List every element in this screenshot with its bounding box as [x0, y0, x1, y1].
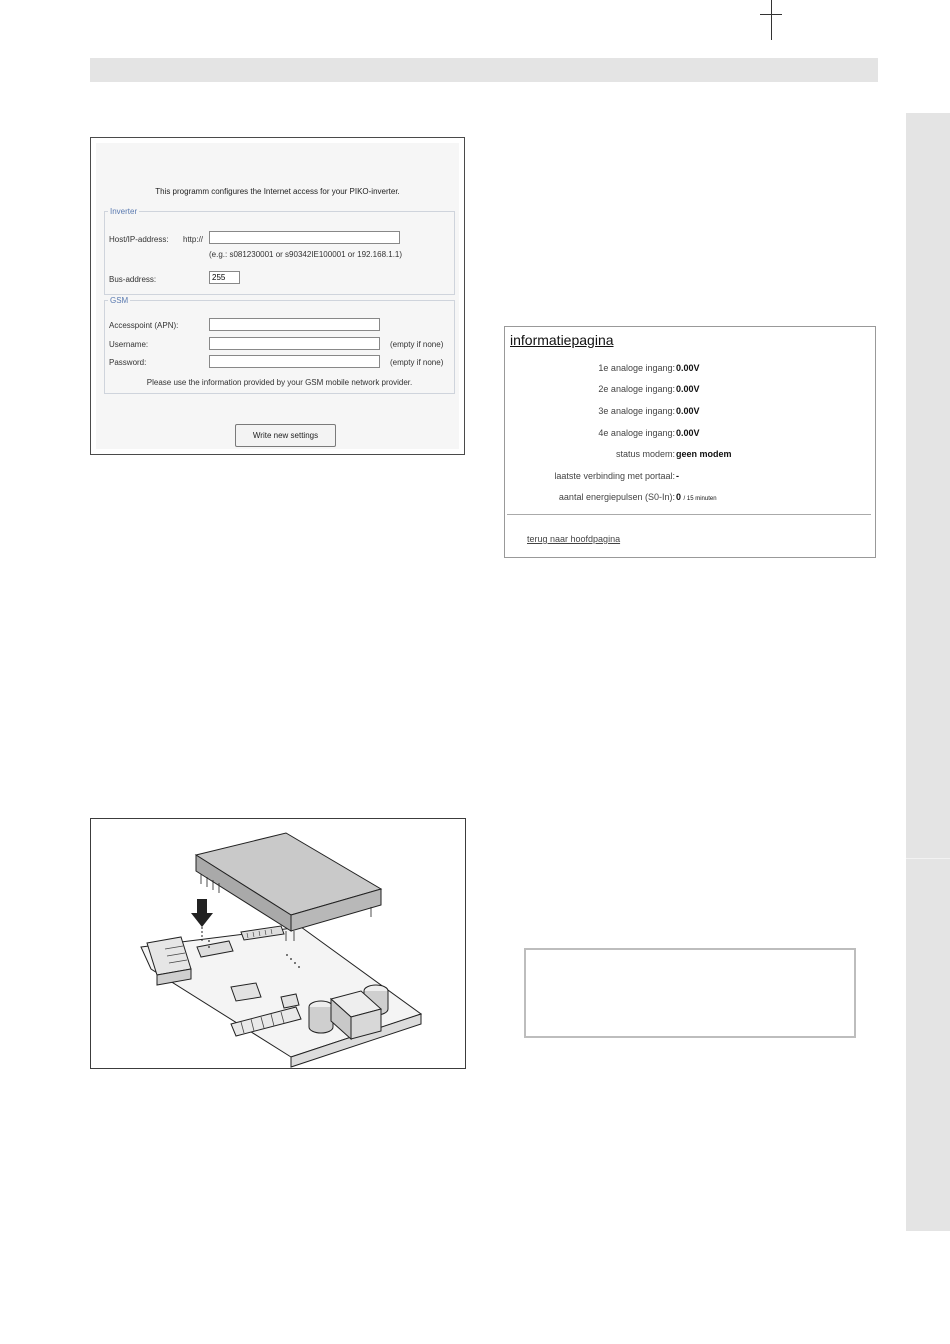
- page-header-bar: [90, 58, 878, 82]
- info-page-screenshot: [504, 326, 876, 558]
- note-box: [524, 948, 856, 1038]
- username-input[interactable]: [209, 337, 380, 350]
- info-row-value: -: [676, 471, 679, 481]
- info-row-label: laatste verbinding met portaal:: [554, 471, 675, 481]
- info-row-value: 0.00V: [676, 406, 700, 416]
- info-row-label: 3e analoge ingang:: [598, 406, 675, 416]
- config-window: [96, 143, 459, 449]
- host-label: Host/IP-address:: [109, 235, 169, 244]
- info-row-value: [676, 492, 717, 502]
- info-row: [505, 384, 877, 398]
- apn-input[interactable]: [209, 318, 380, 331]
- apn-label: Accesspoint (APN):: [109, 321, 179, 330]
- bus-address-label: Bus-address:: [109, 275, 157, 284]
- info-row: [505, 406, 877, 420]
- pulse-unit: / 15 minuten: [683, 496, 717, 502]
- username-hint: (empty if none): [390, 340, 444, 349]
- host-hint: (e.g.: s081230001 or s90342IE100001 or 192.168.1.1): [209, 250, 403, 259]
- info-row-label: 4e analoge ingang:: [598, 428, 675, 438]
- side-tab-divider: [906, 858, 950, 859]
- back-to-main-link[interactable]: terug naar hoofdpagina: [527, 534, 621, 544]
- info-row: [505, 471, 877, 485]
- info-row: [505, 428, 877, 442]
- host-prefix: http://: [183, 235, 204, 244]
- provider-note: Please use the information provided by your GSM mobile network provider.: [146, 378, 413, 387]
- modem-install-drawing: [91, 819, 465, 1068]
- password-label: Password:: [109, 358, 147, 367]
- info-row: [505, 363, 877, 377]
- write-settings-button[interactable]: Write new settings: [235, 424, 336, 447]
- gsm-group: [104, 296, 455, 394]
- crop-mark-vertical: [771, 0, 772, 40]
- chapter-side-tab: [906, 113, 950, 1231]
- info-row-value: 0.00V: [676, 363, 700, 373]
- info-divider: [507, 514, 871, 515]
- info-row: [505, 492, 877, 506]
- info-row-value: geen modem: [676, 449, 732, 459]
- config-program-screenshot: [90, 137, 465, 455]
- info-page-title: informatiepagina: [510, 332, 614, 348]
- info-row-label: 1e analoge ingang:: [598, 363, 675, 373]
- inverter-legend: Inverter: [110, 207, 138, 216]
- info-row-value: 0.00V: [676, 384, 700, 394]
- crop-mark-horizontal: [760, 14, 782, 15]
- password-hint: (empty if none): [390, 358, 444, 367]
- gsm-legend: GSM: [110, 296, 129, 305]
- info-row-value: 0.00V: [676, 428, 700, 438]
- pulse-count: 0: [676, 492, 682, 502]
- username-label: Username:: [109, 340, 149, 349]
- inverter-group: [104, 207, 455, 295]
- bus-address-input[interactable]: [209, 271, 240, 284]
- host-input[interactable]: [209, 231, 400, 244]
- info-row-label: 2e analoge ingang:: [598, 384, 675, 394]
- hardware-illustration: [90, 818, 466, 1069]
- info-row: [505, 449, 877, 463]
- password-input[interactable]: [209, 355, 380, 368]
- info-row-label: status modem:: [615, 449, 675, 459]
- config-intro-text: This programm configures the Internet access for your PIKO-inverter.: [155, 187, 400, 196]
- info-row-label: aantal energiepulsen (S0-In):: [558, 492, 675, 502]
